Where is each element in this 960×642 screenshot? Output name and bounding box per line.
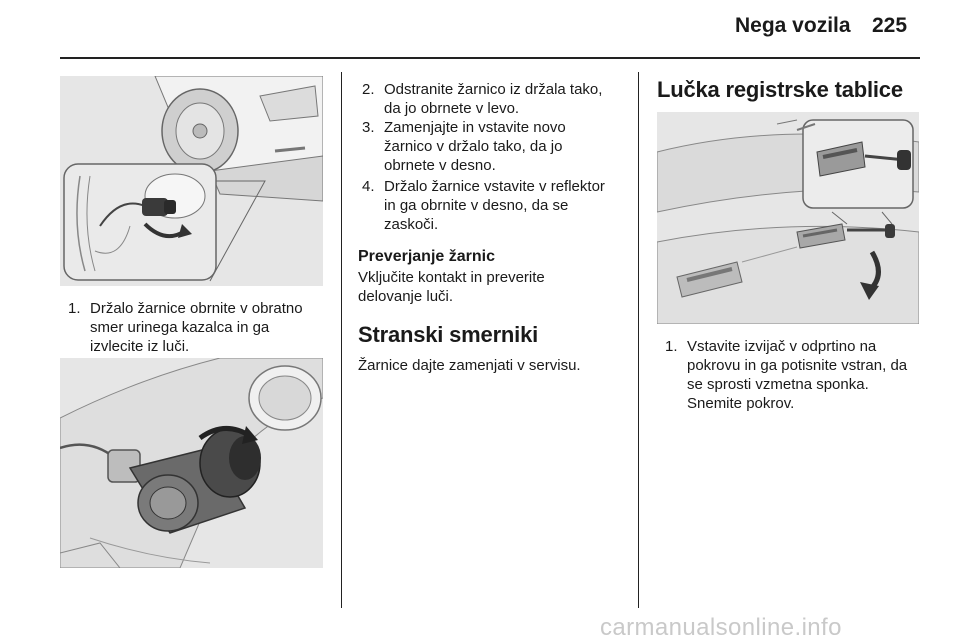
column-divider-left xyxy=(341,72,342,608)
step-text xyxy=(384,80,602,118)
licence-plate-light-heading: Lučka registrske tablice xyxy=(657,77,903,102)
step-line: žarnico v držalo tako, da jo xyxy=(384,138,563,155)
step-line: Snemite pokrov. xyxy=(687,395,795,412)
check-bulbs-heading: Preverjanje žarnic xyxy=(358,248,495,265)
step-line: Držalo žarnice obrnite v obratno xyxy=(90,300,303,317)
step-number: 1. xyxy=(665,338,678,355)
step-line: pokrovu in ga potisnite vstran, da xyxy=(687,357,908,374)
step-line: Vstavite izvijač v odprtino na xyxy=(687,338,877,355)
step-line: zaskoči. xyxy=(384,216,439,233)
illustration-licence-plate-light xyxy=(657,112,919,324)
step-number: 1. xyxy=(68,300,81,317)
column2-step3 xyxy=(362,118,632,178)
step-line: da jo obrnete v levo. xyxy=(384,100,520,117)
step-line: smer urinega kazalca in ga xyxy=(90,319,270,336)
header-rule xyxy=(60,57,920,59)
side-indicators-heading: Stranski smerniki xyxy=(358,322,539,347)
column1-step1 xyxy=(68,299,333,359)
step-line: Zamenjajte in vstavite novo xyxy=(384,119,566,136)
para-line: delovanje luči. xyxy=(358,288,454,305)
page-header-title: Nega vozila xyxy=(735,14,851,37)
step-line: Odstranite žarnico iz držala tako, xyxy=(384,81,603,98)
step-text xyxy=(90,299,303,356)
column2-step4 xyxy=(362,177,634,237)
illustration-bulb-holder xyxy=(60,358,323,568)
step-line: se sprosti vzmetna sponka. xyxy=(687,376,869,393)
step-text xyxy=(384,177,605,234)
footer-watermark: carmanualsonline.info xyxy=(600,614,842,641)
column3-step1 xyxy=(665,337,935,417)
step-number: 4. xyxy=(362,178,375,195)
step-line: izvlecite iz luči. xyxy=(90,338,190,355)
column-divider-right xyxy=(638,72,639,608)
step-number: 3. xyxy=(362,119,375,136)
step-line: Držalo žarnice vstavite v reflektor xyxy=(384,178,605,195)
step-text xyxy=(687,337,907,413)
check-bulbs-text xyxy=(358,268,633,306)
step-number: 2. xyxy=(362,81,375,98)
step-text xyxy=(384,118,566,175)
step-line: obrnete v desno. xyxy=(384,157,496,174)
step-line: in ga obrnite v desno, da se xyxy=(384,197,569,214)
page-number: 225 xyxy=(872,14,908,37)
side-indicators-text: Žarnice dajte zamenjati v servisu. xyxy=(358,357,581,374)
illustration-car-rear-light xyxy=(60,76,323,286)
para-line: Vključite kontakt in preverite xyxy=(358,269,545,286)
column2-step2 xyxy=(362,80,632,120)
